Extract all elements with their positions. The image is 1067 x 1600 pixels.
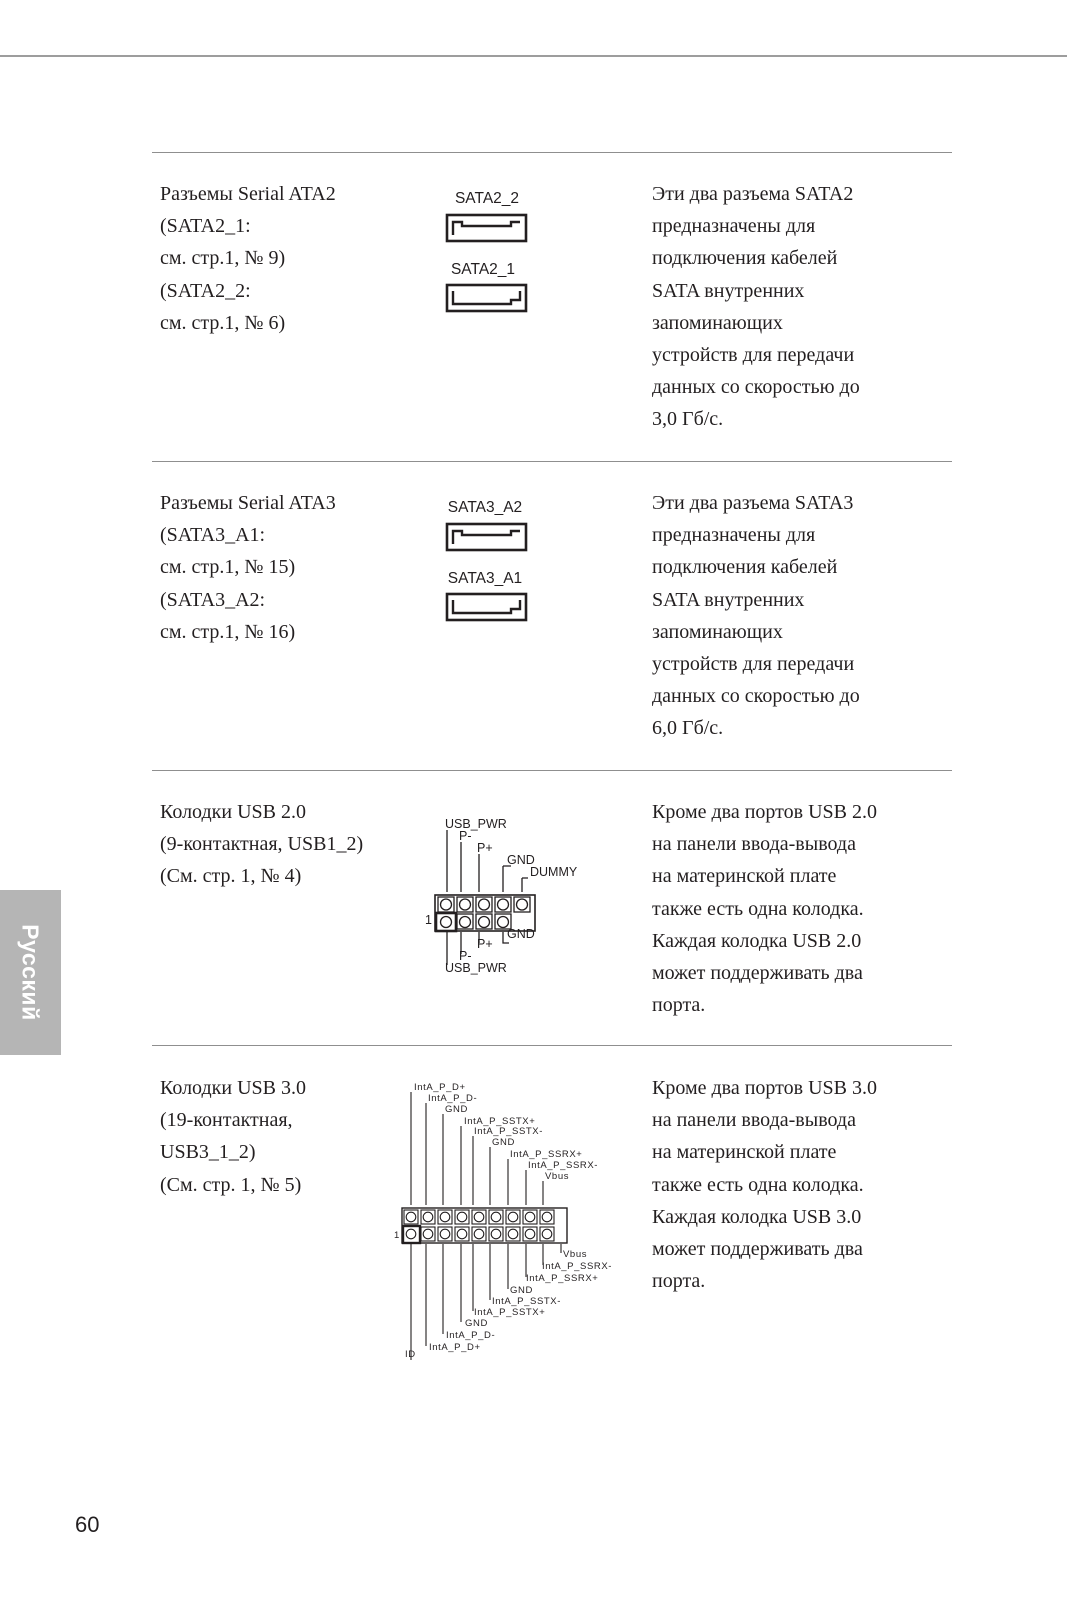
- usb2-description: Кроме два портов USB 2.0 на панели ввода-вывода на материнской плате также есть одна колодка. Каждая колодка USB 2.0 может поддерживать два порта.: [652, 801, 877, 1017]
- usb2-title: Колодки USB 2.0 (9-контактная, USB1_2) (См. стр. 1, № 4): [160, 801, 364, 888]
- divider: [152, 461, 952, 462]
- divider: [152, 1045, 952, 1046]
- sata2-2-label: SATA2_2: [454, 190, 520, 207]
- usb3-top-label: IntA_P_SSRX-: [528, 1160, 599, 1171]
- divider: [152, 152, 952, 153]
- usb3-bottom-label: IntA_P_SSTX+: [474, 1307, 546, 1318]
- usb3-title: Колодки USB 3.0 (19-контактная, USB3_1_2) (См. стр. 1, № 5): [160, 1077, 306, 1196]
- sata2-connector-diagram: [445, 185, 545, 315]
- usb3-bottom-label: ID: [405, 1349, 416, 1360]
- usb3-top-label: IntA_P_SSRX+: [510, 1149, 583, 1160]
- usb3-bottom-label: IntA_P_D-: [446, 1330, 496, 1341]
- divider: [152, 770, 952, 771]
- usb3-bottom-label: GND: [510, 1285, 533, 1296]
- usb3-top-label: IntA_P_SSTX-: [474, 1126, 543, 1137]
- page-number: 60: [75, 1512, 100, 1537]
- usb3-description: Кроме два портов USB 3.0 на панели ввода-вывода на материнской плате также есть одна колодка. Каждая колодка USB 3.0 может поддерживать два порта.: [652, 1077, 877, 1293]
- usb3-header-diagram: [394, 1080, 613, 1365]
- usb2-top-label: USB_PWR: [445, 817, 507, 831]
- usb3-top-label: GND: [445, 1104, 468, 1115]
- usb2-top-label: DUMMY: [530, 865, 578, 879]
- sata2-2-connector-icon: [447, 215, 526, 241]
- usb2-pin-header: [435, 895, 535, 931]
- language-tab-label: Русский: [18, 924, 44, 1021]
- sata3-description: Эти два разъема SATA3 предназначены для подключения кабелей SATA внутренних запоминающих устройств для передачи данных со скоростью до 6,0 Гб/с.: [652, 492, 860, 740]
- usb2-header-diagram: [425, 815, 585, 981]
- usb2-pin1-label: 1: [425, 913, 432, 927]
- usb3-bottom-label: IntA_P_D+: [429, 1342, 481, 1353]
- sata2-title: Разъемы Serial ATA2 (SATA2_1: см. стр.1, № 9) (SATA2_2: см. стр.1, № 6): [160, 183, 336, 334]
- usb3-bottom-label: IntA_P_SSRX+: [526, 1273, 599, 1284]
- sata3-a2-connector-icon: [447, 524, 526, 550]
- sata3-a2-label: SATA3_A2: [447, 499, 523, 516]
- usb3-pin1-label: 1: [394, 1230, 400, 1241]
- usb3-bottom-label: Vbus: [563, 1249, 588, 1260]
- usb2-bottom-label: P+: [477, 937, 493, 951]
- usb3-top-label: Vbus: [545, 1171, 570, 1182]
- usb3-bottom-label: IntA_P_SSTX-: [492, 1296, 561, 1307]
- usb3-top-label: IntA_P_SSTX+: [464, 1116, 536, 1127]
- top-rule: [0, 55, 1067, 57]
- usb2-top-label: GND: [507, 853, 535, 867]
- usb2-bottom-label: P-: [459, 949, 472, 963]
- usb2-bottom-label: GND: [507, 927, 535, 941]
- usb3-bottom-label: IntA_P_SSRX-: [542, 1261, 613, 1272]
- language-side-tab: [0, 890, 61, 1055]
- usb3-pin-header: [402, 1208, 567, 1243]
- sata3-a1-label: SATA3_A1: [447, 570, 523, 587]
- sata2-description: Эти два разъема SATA2 предназначены для подключения кабелей SATA внутренних запоминающих устройств для передачи данных со скоростью до 3,0 Гб/с.: [652, 183, 860, 431]
- sata2-1-connector-icon: [447, 285, 526, 311]
- usb2-top-label: P-: [459, 829, 472, 843]
- sata2-1-label: SATA2_1: [450, 261, 516, 278]
- usb3-bottom-label: GND: [465, 1318, 488, 1329]
- usb3-top-label: GND: [492, 1137, 515, 1148]
- sata3-title: Разъемы Serial ATA3 (SATA3_A1: см. стр.1, № 15) (SATA3_A2: см. стр.1, № 16): [160, 492, 336, 643]
- usb3-top-label: IntA_P_D-: [428, 1093, 478, 1104]
- sata3-connector-diagram: [445, 494, 545, 624]
- sata3-a1-connector-icon: [447, 594, 526, 620]
- usb2-bottom-label: USB_PWR: [445, 961, 507, 975]
- usb2-top-label: P+: [477, 841, 493, 855]
- usb3-top-label: IntA_P_D+: [414, 1082, 466, 1093]
